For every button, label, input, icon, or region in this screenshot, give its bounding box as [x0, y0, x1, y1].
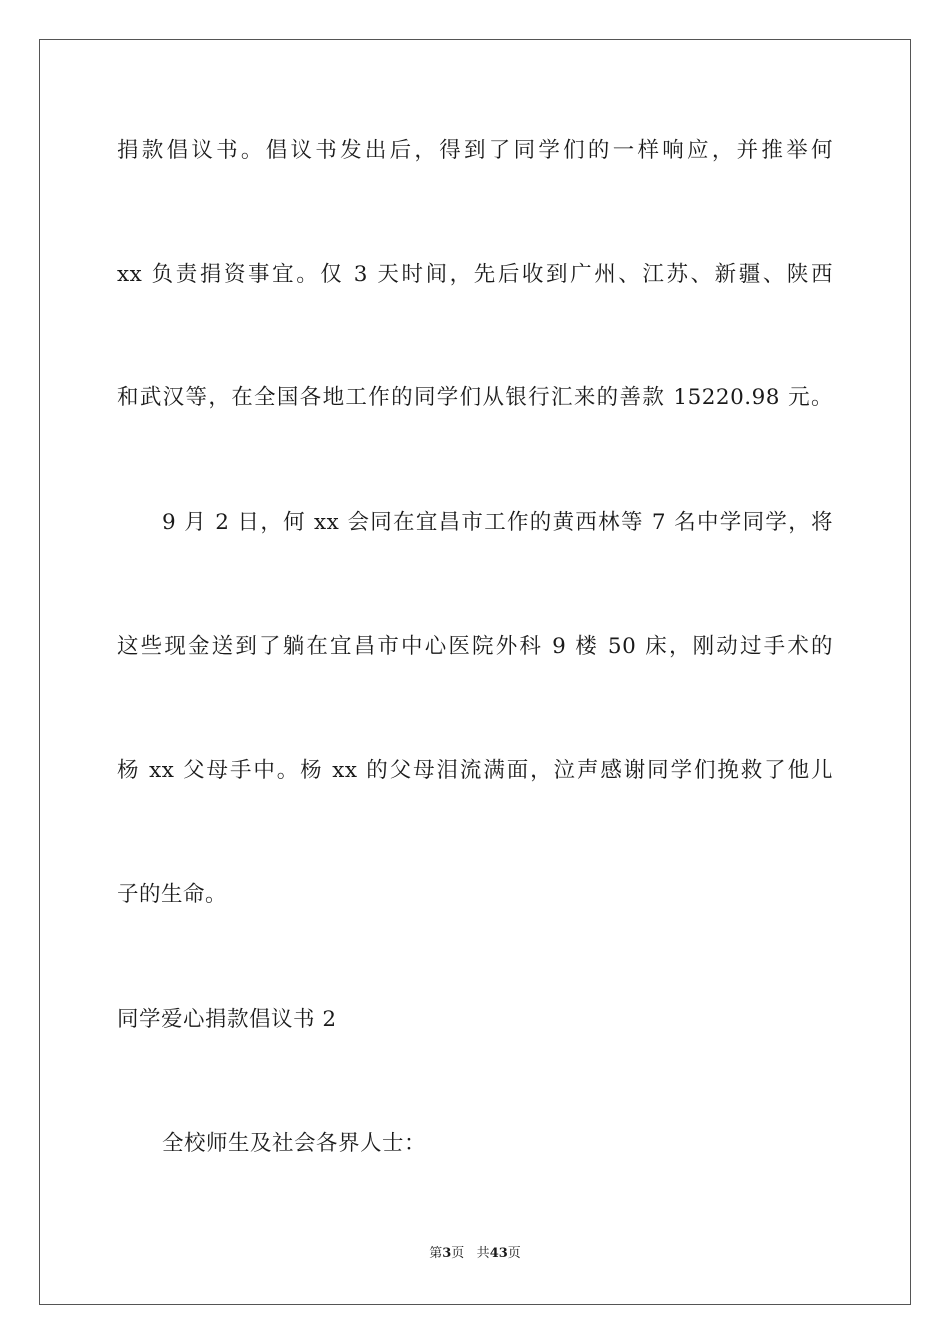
- body-line-4: 9 月 2 日，何 xx 会同在宜昌市工作的黄西林等 7 名中学同学，将: [162, 510, 833, 535]
- salutation: 全校师生及社会各界人士：: [162, 1131, 427, 1156]
- page-footer: [0, 1245, 950, 1263]
- body-line-7: 子的生命。: [117, 882, 228, 907]
- body-line-3: 和武汉等，在全国各地工作的同学们从银行汇来的善款 15220.98 元。: [117, 385, 833, 410]
- footer-total-pages: 43: [489, 1246, 508, 1261]
- footer-page-prefix: 第: [429, 1246, 443, 1261]
- footer-total-suffix: 页: [507, 1246, 521, 1261]
- body-line-2: xx 负责捐资事宜。仅 3 天时间，先后收到广州、江苏、新疆、陕西: [117, 262, 833, 287]
- footer-page-suffix: 页: [451, 1246, 465, 1261]
- footer-page-number: 3: [442, 1246, 452, 1261]
- section-heading: 同学爱心捐款倡议书 2: [117, 1007, 337, 1032]
- body-line-6: 杨 xx 父母手中。杨 xx 的父母泪流满面，泣声感谢同学们挽救了他儿: [117, 758, 833, 783]
- body-line-5: 这些现金送到了躺在宜昌市中心医院外科 9 楼 50 床，刚动过手术的: [117, 634, 833, 659]
- page-border: [39, 39, 911, 1305]
- footer-total-prefix: 共: [476, 1246, 490, 1261]
- body-line-1: 捐款倡议书。倡议书发出后，得到了同学们的一样响应，并推举何: [117, 138, 833, 163]
